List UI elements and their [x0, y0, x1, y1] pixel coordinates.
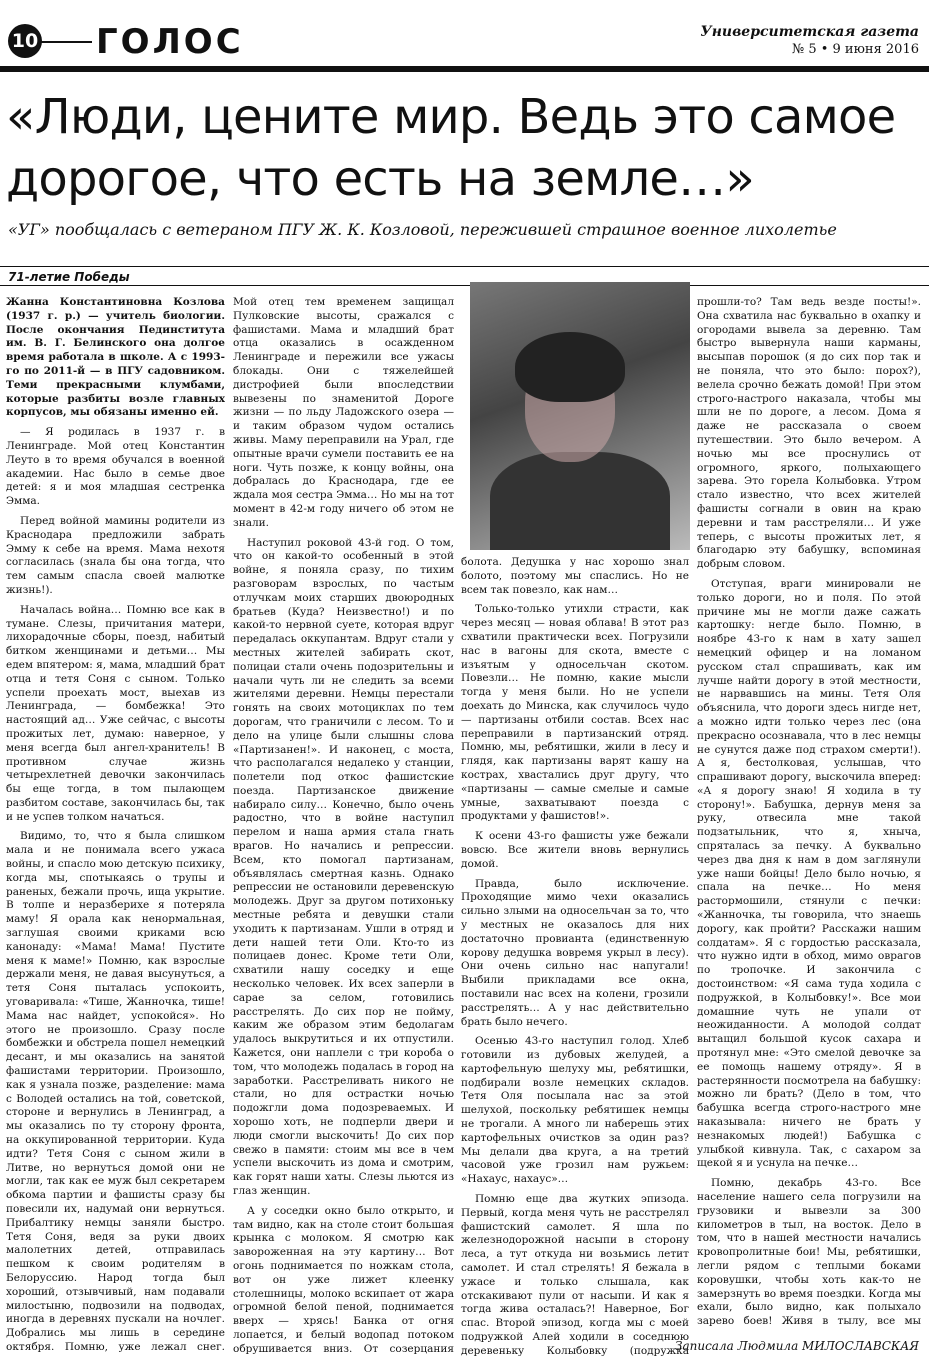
paragraph: Наступил роковой 43-й год. О том, что он какой-то особенный в этой войне, я поняла сразу, по тихим разговорам взрослых, по частым отлучкам моих старших двоюродных братьев (Куда? Неизвестно!) и по какой-то нервной суете, которая вдруг передалась оккупантам. Вдруг стали у местных жителей забирать скот, полицаи стали очень подозрительны и начали чуть ли не следить за всеми жителями деревни. Немцы перестали гонять на своих мотоциклах по тем дорогам, что граничили с лесом. То и дело на улице были слышны слова «Партизанен!». И наконец, с моста, что располагался недалеко у станции, полетели под откос фашистские поезда. Партизанское движение набирало силу… Конечно, было очень радостно, что в войне наступил перелом и наша армия стала гнать врагов. Но начались и репрессии. Всем, кто помогал партизанам, объявлялась смертная казнь. Однако репрессии не остановили деревенскую молодежь. Друг за другом потихоньку местные ребята и девушки стали уходить к партизанам. Ушли в отряд и дети нашей тети Оли. Кто-то из полицаев донес. Кроме тети Оли, схватили нашу соседку и еще несколько человек. Их всех заперли в сарае за селом, готовились расстрелять. До сих пор не пойму, каким же образом этим бедолагам удалось выкрутиться и их отпустили. Кажется, они наплели с три короба о том, что молодежь подалась в город на заработки. Расстреливать никого не стали, но для острастки ночью подожгли дома подозреваемых. И хорошо хоть, не подперли двери и люди смогли выскочить! До сих пор свежо в памяти: стоим мы все в чем успели выскочить из дома и смотрим, как горят наши хаты. Слезы льются из глаз женщин.: [233, 536, 454, 1197]
portrait-photo: [470, 282, 690, 550]
paragraph: Перед войной мамины родители из Краснодара предложили забрать Эмму к себе на время. Мама нехотя согласилась (знала бы она тогда, что тем самым спасла своей малютке жизнь!).: [6, 514, 225, 596]
page-header: [0, 0, 929, 72]
paragraph: Началась война… Помню все как в тумане. Слезы, причитания матери, лихорадочные сборы, поезд, набитый битком женщинами и детьми… Мы едем впятером: я, мама, младший брат отца и тетя Соня с сыном. Только успели проехать мост, выехав из Ленинграда, — бомбежка! Это настоящий ад… Уже сейчас, с высоты прожитых лет, думаю: наверное, у меня всегда был ангел-хранитель! В противном случае жизнь четырехлетней девочки закончилась бы еще тогда, в том пылающем разбитом составе, закончилась бы, так и не успев толком начаться.: [6, 603, 225, 823]
section-title: ГОЛОС: [96, 22, 244, 62]
article-column-1: [6, 296, 225, 1356]
photo-figure-body: [490, 452, 670, 550]
header-rule: [0, 66, 929, 72]
paragraph: Помню, декабрь 43-го. Все население нашего села погрузили на грузовики и вывезли за 300 километров в тыл, на восток. Дело в том, что в нашей местности начались кровопролитные бои! Мы, ребятишки, легли рядом с теплыми боками коровушки, чтобы хоть как-то не замерзнуть во время поездки. Когда мы ехали, было видно, как полыхало зарево боев! Живя в тылу, все мы: [697, 1177, 921, 1326]
article-lead: «УГ» пообщалась с ветераном ПГУ Ж. К. Козловой, пережившей страшное военное лихолетье: [8, 220, 837, 239]
rubric-label: 71-летие Победы: [8, 270, 130, 284]
bio-paragraph: Жанна Константиновна Козлова (1937 г. р.) — учитель биологии. После окончания Пединститута им. В. Г. Белинского она долгое время работала в школе. А с 1993-го по 2011-й — в ПГУ садовником. Теми прекрасными клумбами, которые разбиты возле главных корпусов, мы обязаны именно ей.: [6, 296, 225, 419]
paragraph: Помню еще два жутких эпизода. Первый, когда меня чуть не расстрелял фашистский самолет. Я шла по железнодорожной насыпи в сторону леса, а тут откуда ни возьмись летит самолет. И стал стрелять! Я бежала в ужасе и только слышала, как отскакивают пули от насыпи. И как я тогда жива осталась?! Наверное, Бог спас. Второй эпизод, когда мы с моей подружкой Алей ходили в соседнюю деревеньку Колыбовку (подружка: [461, 1193, 689, 1356]
paragraph: Только-только утихли страсти, как через месяц — новая облава! В этот раз схватили практически всех. Погрузили нас в вагоны для скота, вместе с изъятым у односельчан скотом. Повезли… Не помню, какие мысли тогда у меня были. Но не успели доехать до Минска, как случилось чудо — партизаны отбили состав. Всех нас переправили в партизанский отряд. Помню, мы, ребятишки, жили в лесу и глядя, как партизаны варят кашу на кострах, хвастались друг другу, что «партизаны — самые смелые и самые умные, захватывают поезда с продуктами у фашистов!».: [461, 603, 689, 823]
author-signature: Записала Людмила МИЛОСЛАВСКАЯ: [675, 1339, 919, 1353]
page-number: 10: [8, 24, 42, 58]
paragraph: Правда, было исключение. Проходящие мимо чехи оказались сильно злыми на односельчан за то, что у местных не оказалось для них достаточно провианта (единственную корову дедушка вовремя укрыл в лесу). Они очень сильно нас напугали! Выбили прикладами все окна, поставили нас всех на колени, грозили расстрелять… А у нас действительно брать было нечего.: [461, 877, 689, 1028]
paragraph: прошли-то? Там ведь везде посты!». Она схватила нас буквально в охапку и огородами вывела за деревню. Там быстро вывернула наши карманы, высыпав порошок (я до сих пор так и не поняла, что это было: порох?), велела срочно бежать домой! При этом строго-настрого наказала, чтобы мы шли не по дороге, а лесом. Дома я даже не рассказала о своем путешествии. Это было вечером. А ночью мы все проснулись от огромного, яркого, полыхающего зарева. Это горела Колыбовка. Утром стало известно, что всех жителей фашисты согнали в овин на краю деревни и там расстреляли… И уже теперь, с высоты прожитых лет, я благодарю эту бабушку, вспоминая добрым словом.: [697, 296, 921, 571]
paragraph: Видимо, то, что я была слишком мала и не понимала всего ужаса войны, и спасло мою детскую психику, когда мы, спотыкаясь о трупы и раненых, бежали прочь, ища укрытие. В толпе и неразберихе я потеряла маму! Я орала как ненормальная, заглушая своими криками всю канонаду: «Мама! Мама! Пустите меня к маме!» Помню, как взрослые держали меня, не давая высунуться, а тетя Соня пыталась успокоить, уговаривала: «Тише, Жанночка, тише! Мама нас найдет, успокойся». Но этого не произошло. Сразу после бомбежки и обстрела пошел немецкий десант, и мы оказались на занятой фашистами территории. Произошло, как я узнала позже, разделение: мама с Володей остались на той, советской, стороне и вернулись в Ленинград, а мы оказались по ту сторону фронта, на оккупированной территории. Куда идти? Тетя Соня с сыном жили в Литве, но вернуться домой они не могли, так как ее муж был секретарем обкома партии и фашисты сразу бы повесили их, надумай они вернуться. Прибалтику немцы заняли быстро. Тетя Соня, ведя за руки двоих малолетних детей, отправилась пешком к своим родителям в Белоруссию. Народ тогда был хороший, отзывчивый, нам подавали милостыню, подвозили на подводах, иногда в деревнях пускали на ночлег. Добрались мы лишь в середине октября. Помню, уже лежал снег.: [6, 830, 225, 1353]
article-column-3: [461, 556, 689, 1356]
paragraph: — Я родилась в 1937 г. в Ленинграде. Мой отец Константин Леуто в то время обучался в военной академии. Нас было в семье двое детей: я и моя младшая сестренка Эмма.: [6, 426, 225, 508]
article-column-2: [233, 296, 454, 1356]
header-divider: [40, 41, 92, 43]
paragraph: Отступая, враги минировали не только дороги, но и поля. По этой причине мы не могли даже сажать картошку: негде было. Помню, в ноябре 43-го к нам в хату зашел немецкий офицер и на ломаном русском стал спрашивать, как им лучше найти дорогу в этой местности, не нарвавшись на мины. Тетя Оля объяснила, что дороги здесь нигде нет, а можно идти только через лес (она прекрасно осознавала, что в лес немцы не сунутся даже под страхом смерти!). А я, бестолковая, услышав, что спрашивают дорогу, выскочила вперед: «А я дорогу знаю! Я ходила в ту сторону!». Бабушка, дернув меня за руку, отвесила мне такой подзатыльник, что я, хныча, спряталась за печку. А буквально через два дня к нам в дом заглянули уже наши бойцы! Дело было ночью, я спала на печке… Но меня растормошили, стянули с печки: «Жанночка, ты говорила, что знаешь дорогу, как пройти? Расскажи нашим солдатам». Я с гордостью рассказала, что нужно идти в обход, мимо оврагов по тропочке. И закончила с достоинством: «Я сама туда ходила с подружкой, в Колыбовку!». Все мои домашние чуть не упали от неожиданности. А молодой солдат вытащил большой кусок сахара и протянул мне: «Это смелой девочке за ее помощь нашему отряду». Я в растерянности посмотрела на бабушку: можно ли брать? (Дело в том, что бабушка всегда строго-настрого мне наказывала: ничего не брать у незнакомых людей!) Бабушка с улыбкой кивнула. Так, с сахаром за щекой я и уснула на печке…: [697, 577, 921, 1170]
paragraph: А у соседки окно было открыто, и там видно, как на столе стоит большая крынка с молоком. Я смотрю как завороженная на эту картину… Вот огонь поднимается по ножкам стола, вот он уже лижет клеенку столешницы, молоко вскипает от жара огромной белой пеной, поднимается вверх — хрясь! Банка от огня лопается, и белый водопад потоком обрушивается вниз. От созерцания: [233, 1204, 454, 1355]
paragraph: Мой отец тем временем защищал Пулковские высоты, сражался с фашистами. Мама и младший брат отца оказались в осажденном Ленинграде и пережили все ужасы блокады. Они с тяжелейшей дистрофией были впоследствии вывезены по знаменитой Дороге жизни — по льду Ладожского озера — и таким образом чудом остались живы. Маму переправили на Урал, где опытные врачи сумели поставить ее на ноги. Чуть позже, к концу войны, она добралась до Краснодара, где ее ждала моя сестра Эмма… Но мы на тот момент в 42-м году ничего об этом не знали.: [233, 296, 454, 529]
paragraph: К осени 43-го фашисты уже бежали вовсю. Все жители вновь вернулись домой.: [461, 830, 689, 870]
rubric-rule-bottom: [0, 285, 929, 286]
publication-name: Университетская газета: [700, 24, 919, 40]
paragraph: Осенью 43-го наступил голод. Хлеб готовили из дубовых желудей, а картофельную шелуху мы, ребятишки, подбирали возле немецких складов. Тетя Оля посылала нас за этой шелухой, поскольку ребятишек немцы не трогали. А много ли наберешь этих картофельных очистков за один раз? Мы делали два круга, а на третий часовой уже грозил нам ружьем: «Нахаус, нахаус»…: [461, 1035, 689, 1186]
paragraph: болота. Дедушка у нас хорошо знал болото, поэтому мы спаслись. Но не всем так повезло, как нам…: [461, 556, 689, 596]
rubric-rule-top: [0, 266, 929, 267]
article-column-4: [697, 296, 921, 1326]
article-headline: «Люди, цените мир. Ведь это самое дорогое, что есть на земле…»: [6, 89, 896, 207]
issue-info: № 5 • 9 июня 2016: [791, 42, 919, 57]
photo-figure-hair: [515, 332, 625, 402]
